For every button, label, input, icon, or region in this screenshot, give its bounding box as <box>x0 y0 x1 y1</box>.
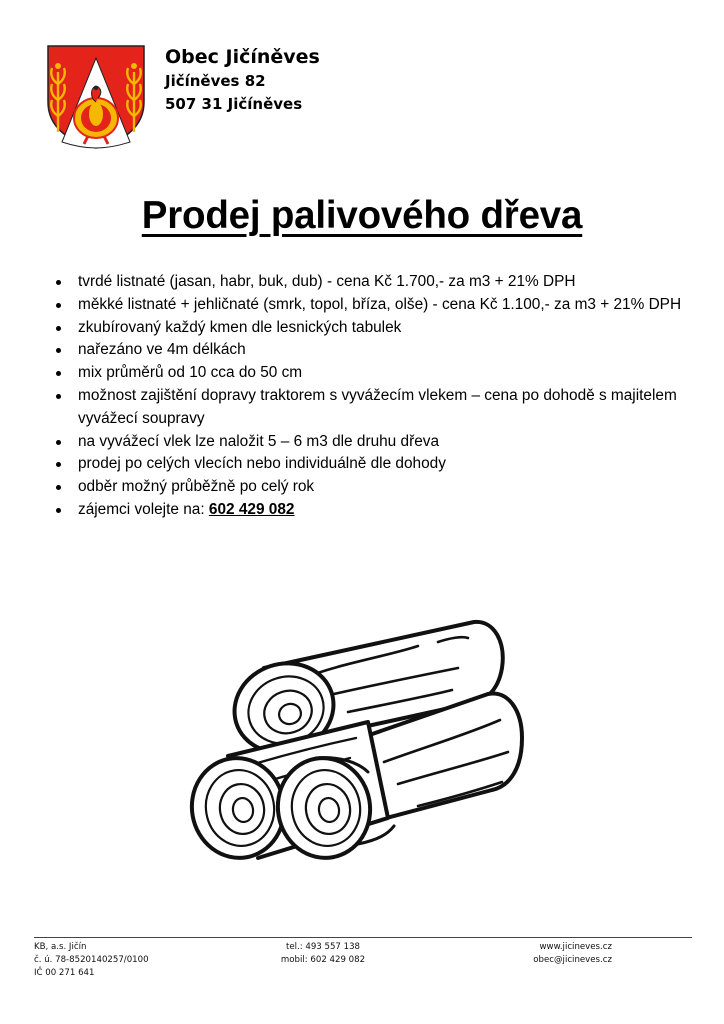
page-title: Prodej palivového dřeva <box>141 194 583 237</box>
footer-web-link[interactable]: www.jicineves.cz <box>539 942 612 952</box>
phone-link[interactable]: 602 429 082 <box>208 500 295 518</box>
list-item: možnost zajištění dopravy traktorem s vyvážecím vlekem – cena po dohodě s majitelem vyvážecí soupravy <box>56 385 696 431</box>
footer-account: č. ú. 78-8520140257/0100 <box>34 954 149 965</box>
contact-item <box>56 499 696 522</box>
offer-list <box>56 271 696 522</box>
footer-mobil: mobil: 602 429 082 <box>280 954 366 965</box>
footer-phones <box>268 941 378 967</box>
footer-divider <box>34 937 692 938</box>
bullet-icon <box>56 280 61 285</box>
list-item: měkké listnaté + jehličnaté (smrk, topol, bříza, olše) - cena Kč 1.100,- za m3 + 21% DPH <box>56 294 696 317</box>
footer-web-info <box>533 941 612 967</box>
address-line-2: 507 31 Jičíněves <box>165 95 303 113</box>
firewood-logs-icon <box>188 612 534 888</box>
footer-tel: tel.: 493 557 138 <box>285 942 361 952</box>
list-item: prodej po celých vlecích nebo individuálně dle dohody <box>56 453 696 476</box>
list-item: na vyvážecí vlek lze naložit 5 – 6 m3 dle druhu dřeva <box>56 431 696 454</box>
list-item: zkubírovaný každý kmen dle lesnických tabulek <box>56 317 696 340</box>
list-item: tvrdé listnaté (jasan, habr, buk, dub) - cena Kč 1.700,- za m3 + 21% DPH <box>56 271 696 294</box>
municipal-coat-of-arms-icon <box>44 42 148 150</box>
list-item: odběr možný průběžně po celý rok <box>56 476 696 499</box>
bullet-icon <box>56 348 61 353</box>
bullet-icon <box>56 508 61 513</box>
bullet-icon <box>56 326 61 331</box>
address-line-1: Jičíněves 82 <box>165 72 266 90</box>
footer-ico: IČ 00 271 641 <box>34 967 95 978</box>
organization-name: Obec Jičíněves <box>165 46 320 68</box>
footer-bank-info <box>34 941 149 979</box>
footer-bank: KB, a.s. Jičín <box>34 942 87 952</box>
list-item: mix průměrů od 10 cca do 50 cm <box>56 362 696 385</box>
bullet-icon <box>56 462 61 467</box>
bullet-icon <box>56 440 61 445</box>
bullet-icon <box>56 485 61 490</box>
bullet-icon <box>56 394 61 399</box>
bullet-icon <box>56 371 61 376</box>
contact-label: zájemci volejte na: <box>78 500 205 518</box>
list-item: nařezáno ve 4m délkách <box>56 339 696 362</box>
organization-header <box>165 44 320 116</box>
footer-email-link[interactable]: obec@jicineves.cz <box>533 954 612 965</box>
bullet-icon <box>56 303 61 308</box>
